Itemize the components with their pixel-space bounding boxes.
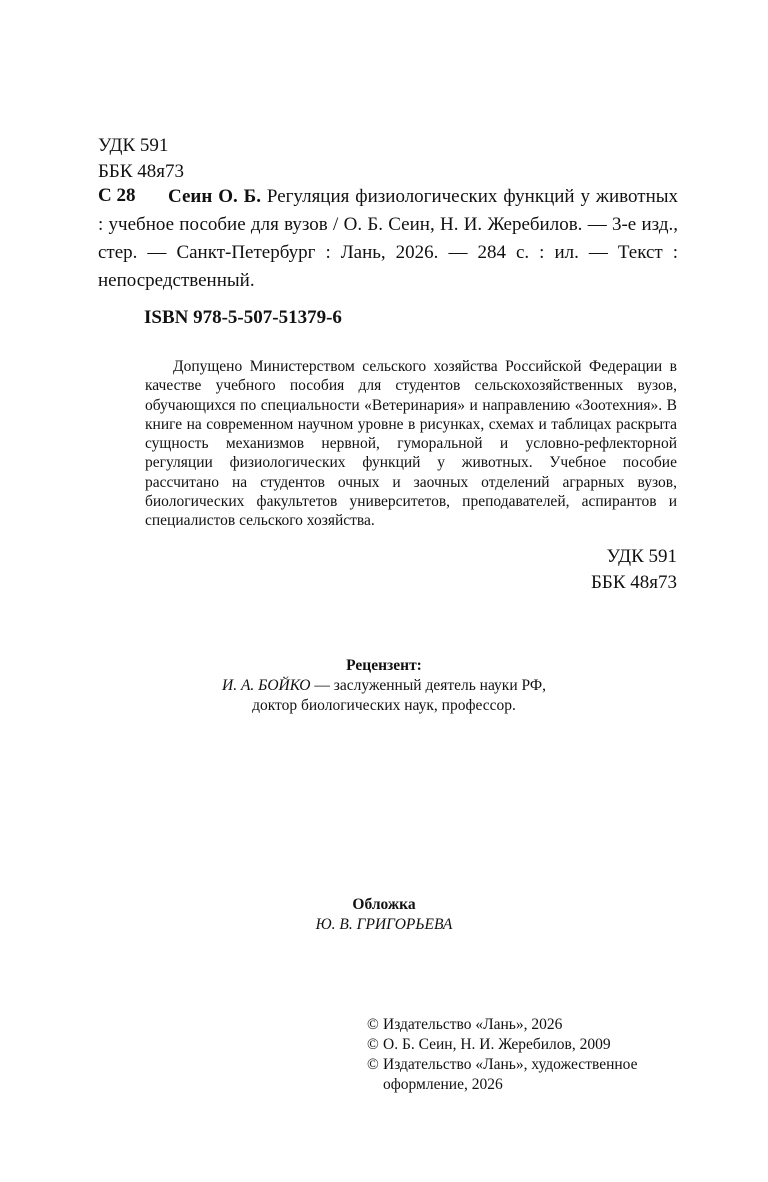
- abstract-paragraph: Допущено Министерством сельского хозяйства Российской Федерации в качестве учебного пособия для студентов сельскохозяйственных вузов, обучающихся по специальности «Ветеринария» и направлению «Зоотехния». В книге на современном научном уровне в рисунках, схемах и таблицах раскрыта сущность механизмов нервной, гуморальной и условно-рефлекторной регуляции физиологических функций у животных. Учебное пособие рассчитано на студентов очных и заочных отделений аграрных вузов, биологических факультетов университетов, преподавателей, аспирантов и специалистов сельского хозяйства.: [145, 358, 677, 530]
- header-classification: [98, 133, 184, 185]
- bbk-code-bottom: ББК 48я73: [591, 572, 677, 593]
- copyright-line-continuation: оформление, 2026: [383, 1076, 503, 1093]
- copyright-line: © Издательство «Лань», 2026: [367, 1016, 563, 1033]
- copyright-line: © О. Б. Сеин, Н. И. Жеребилов, 2009: [367, 1036, 611, 1053]
- copyright-symbol: ©: [367, 1056, 379, 1073]
- udk-code-bottom: УДК 591: [606, 546, 677, 567]
- entry-description: Регуляция физиологических функций у животных : учебное пособие для вузов / О. Б. Сеин, Н. И. Жеребилов. — 3-е изд., стер. — Санкт-Петербург : Лань, 2026. — 284 с. : ил. — Текст : непосредственный.: [98, 186, 679, 291]
- cover-designer: Ю. В. ГРИГОРЬЕВА: [315, 916, 453, 933]
- bbk-code: ББК 48я73: [98, 161, 184, 182]
- copyright-symbol: ©: [367, 1036, 379, 1053]
- cover-label: Обложка: [352, 896, 416, 913]
- author-cipher: С 28: [98, 185, 136, 206]
- isbn: ISBN 978-5-507-51379-6: [144, 307, 342, 328]
- reviewer-label: Рецензент:: [346, 657, 422, 674]
- copyright-symbol: ©: [367, 1016, 379, 1033]
- bibliographic-entry: [98, 183, 678, 295]
- copyright-line: © Издательство «Лань», художественное: [367, 1056, 638, 1073]
- reviewer-line: [0, 675, 768, 696]
- reviewer-title: — заслуженный деятель науки РФ,: [310, 677, 546, 694]
- udk-code: УДК 591: [98, 135, 169, 156]
- footer-classification: [540, 544, 677, 596]
- reviewer-degree: доктор биологических наук, профессор.: [252, 697, 516, 714]
- reviewer-name: И. А. БОЙКО: [222, 677, 311, 694]
- entry-author: Сеин О. Б.: [168, 186, 261, 207]
